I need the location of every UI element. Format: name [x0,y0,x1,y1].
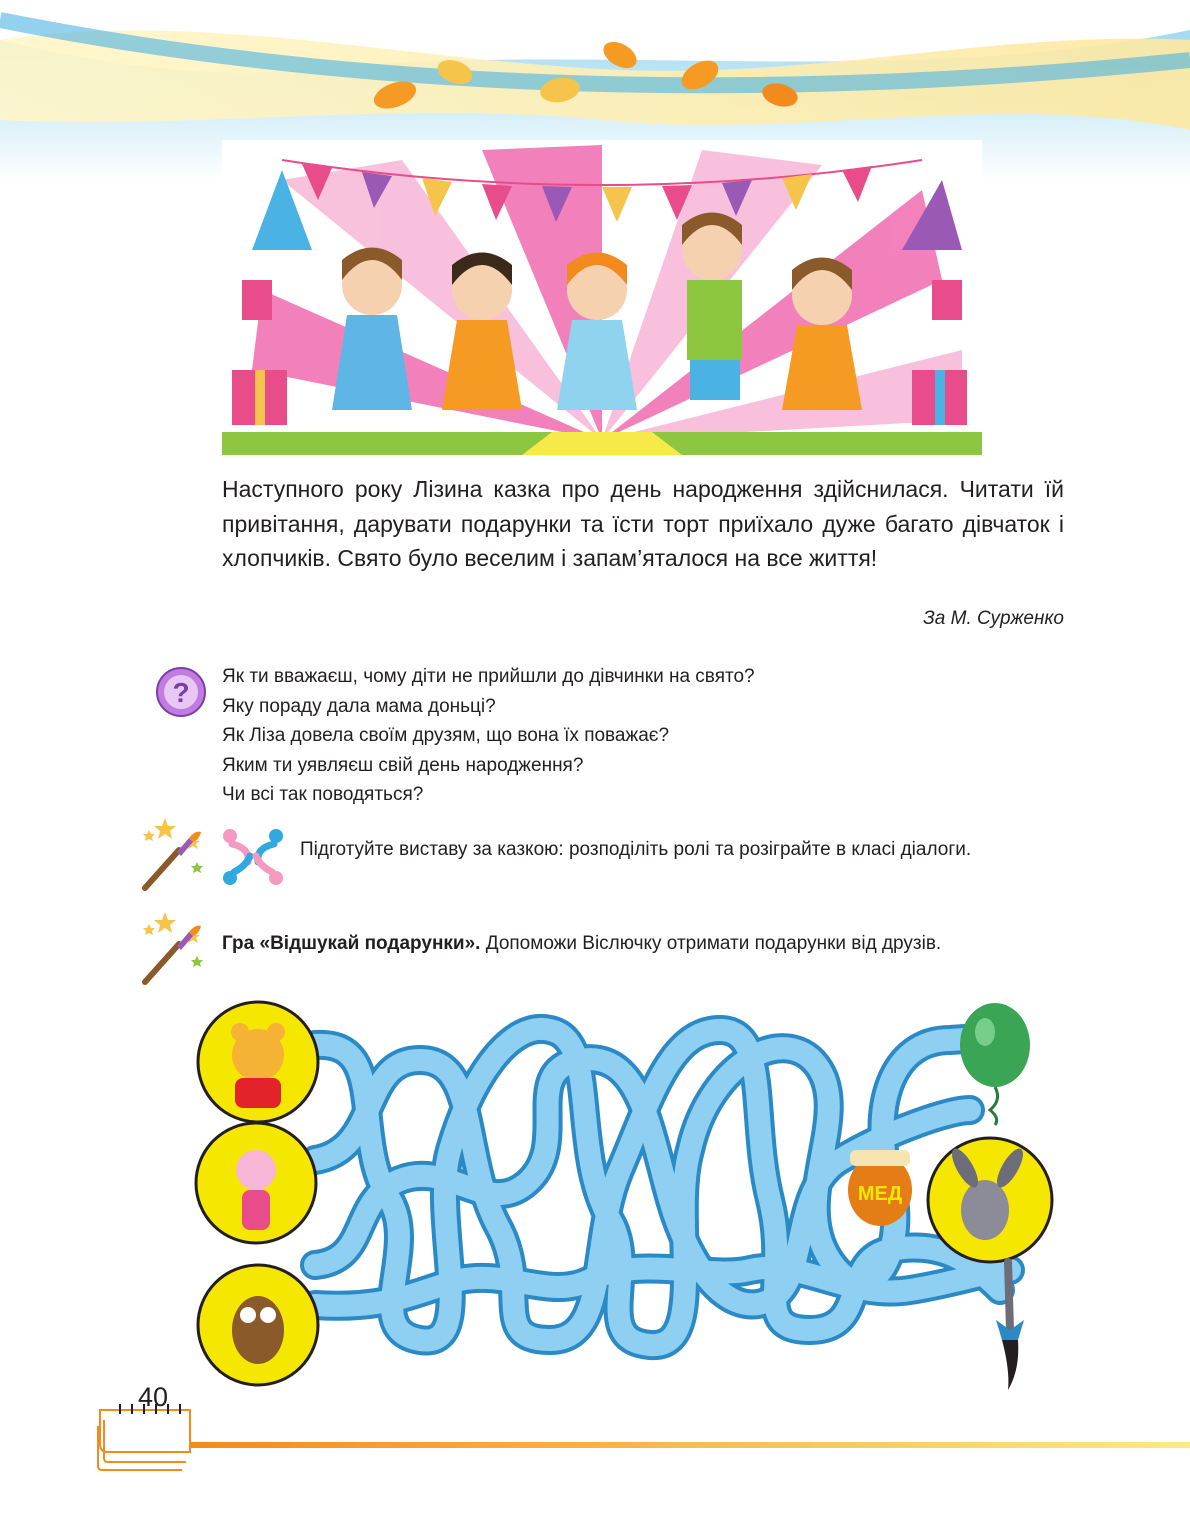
story-paragraph: Наступного року Лізина казка про день народження здійснилася. Читати їй привітання, дарувати подарунки та їсти торт приїхало дуже багато дівчаток і хлопчиків. Свято було веселим і запам’яталося на все життя! [222,476,1064,571]
pooh-icon [198,1002,318,1122]
question-icon [155,666,207,718]
piglet-icon [196,1123,316,1243]
svg-text:?: ? [172,677,190,708]
owl-icon [198,1265,318,1385]
question-item: Чи всі так поводяться? [222,784,424,805]
paintbrush-icon [135,910,207,986]
task-game-text: Допоможи Віслючку отримати подарунки від друзів. [485,933,942,954]
question-item: Яким ти уявляєш свій день народження? [222,754,584,776]
party-illustration [222,140,982,455]
group-work-icon [220,826,286,888]
question-item: Як ти вважаєш, чому діти не прийшли до дівчинки на свято? [222,666,755,687]
story-author: За М. Сурженко [923,608,1064,629]
question-list [222,662,755,810]
maze-game[interactable] [190,1000,1070,1390]
task-game [222,930,1067,958]
task-staging: Підготуйте виставу за казкою: розподіліть ролі та розіграйте в класі діалоги. [300,839,972,860]
question-item: Яку пораду дала мама доньці? [222,695,496,717]
eeyore-icon [928,1138,1052,1262]
question-item: Як Ліза довела своїм друзям, що вона їх поважає? [222,725,670,746]
page-number: 40 [137,1382,169,1412]
honey-label: МЕД [857,1183,903,1205]
story-text [222,472,1064,576]
honey-pot-icon [848,1150,912,1226]
paintbrush-icon [135,816,207,892]
task-game-title: Гра «Відшукай подарунки». [222,933,481,954]
